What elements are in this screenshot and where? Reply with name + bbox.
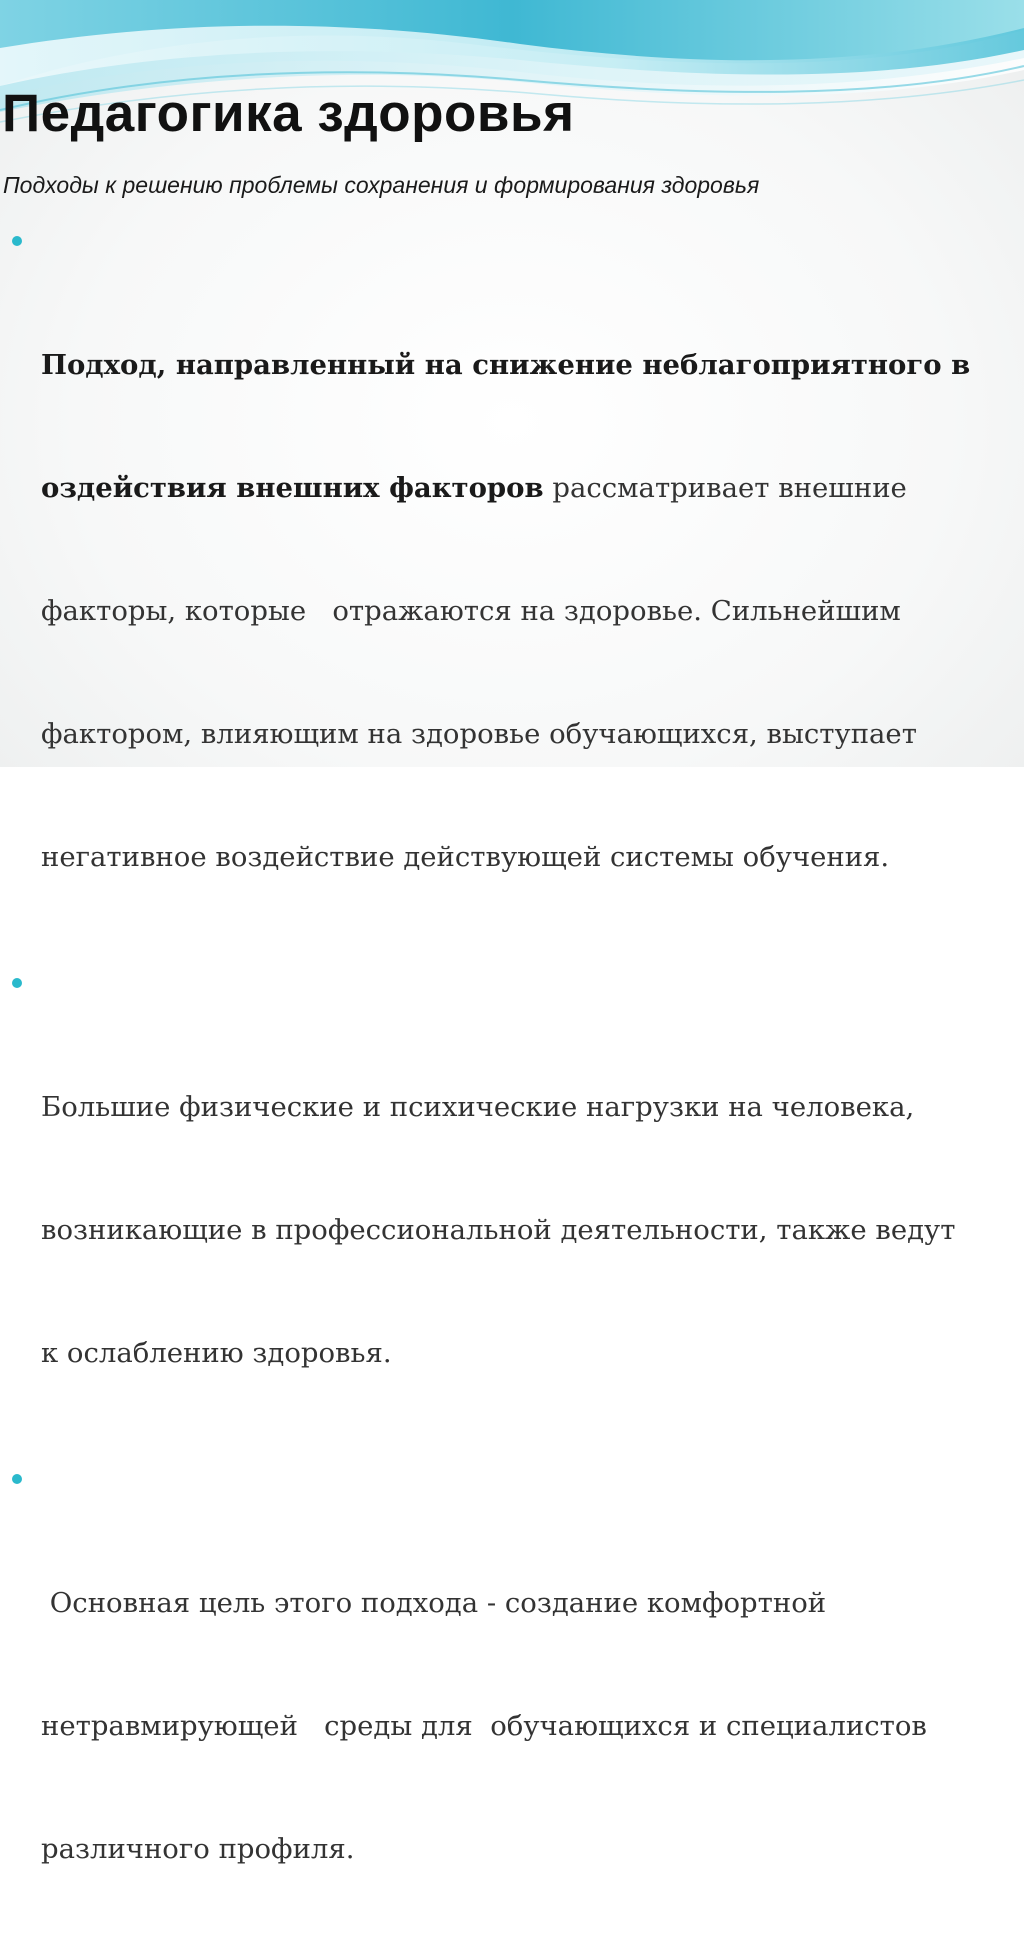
page-subtitle: Подходы к решению проблемы сохранения и формирования здоровья — [3, 172, 760, 198]
page-title: Педагогика здоровья — [2, 84, 575, 143]
bullet-list — [41, 222, 1016, 1956]
plain-text: возникающие в профессиональной деятельности, также ведут — [41, 1214, 956, 1246]
plain-text: нетравмирующей среды для обучающихся и специалистов — [41, 1710, 927, 1742]
text-line — [41, 468, 1016, 509]
plain-text: Основная цель этого подхода - создание комфортной — [41, 1587, 827, 1619]
plain-text: фактором, влияющим на здоровье обучающихся, выступает — [41, 718, 917, 750]
bullet-icon — [12, 1474, 22, 1484]
text-line — [41, 1333, 1016, 1374]
text-line — [41, 1210, 1016, 1251]
plain-text: к ослаблению здоровья. — [41, 1337, 392, 1369]
bold-text: Подход, направленный на снижение неблагоприятного в — [41, 349, 971, 381]
text-line — [41, 1706, 1016, 1747]
text-line — [41, 345, 1016, 386]
text-line — [41, 714, 1016, 755]
bullet-icon — [12, 978, 22, 988]
text-line — [41, 1087, 1016, 1128]
plain-text: рассматривает внешние — [543, 472, 907, 504]
text-line — [41, 1583, 1016, 1624]
text-line — [41, 837, 1016, 878]
text-line — [41, 1829, 1016, 1870]
list-item — [41, 1460, 1016, 1952]
plain-text: Большие физические и психические нагрузки на человека, — [41, 1091, 915, 1123]
plain-text: различного профиля. — [41, 1833, 355, 1865]
list-item — [41, 222, 1016, 960]
text-line — [41, 591, 1016, 632]
list-item — [41, 964, 1016, 1456]
plain-text: факторы, которые отражаются на здоровье. Сильнейшим — [41, 595, 901, 627]
plain-text: негативное воздействие действующей системы обучения. — [41, 841, 890, 873]
bullet-icon — [12, 236, 22, 246]
bold-text: оздействия внешних факторов — [41, 472, 544, 504]
